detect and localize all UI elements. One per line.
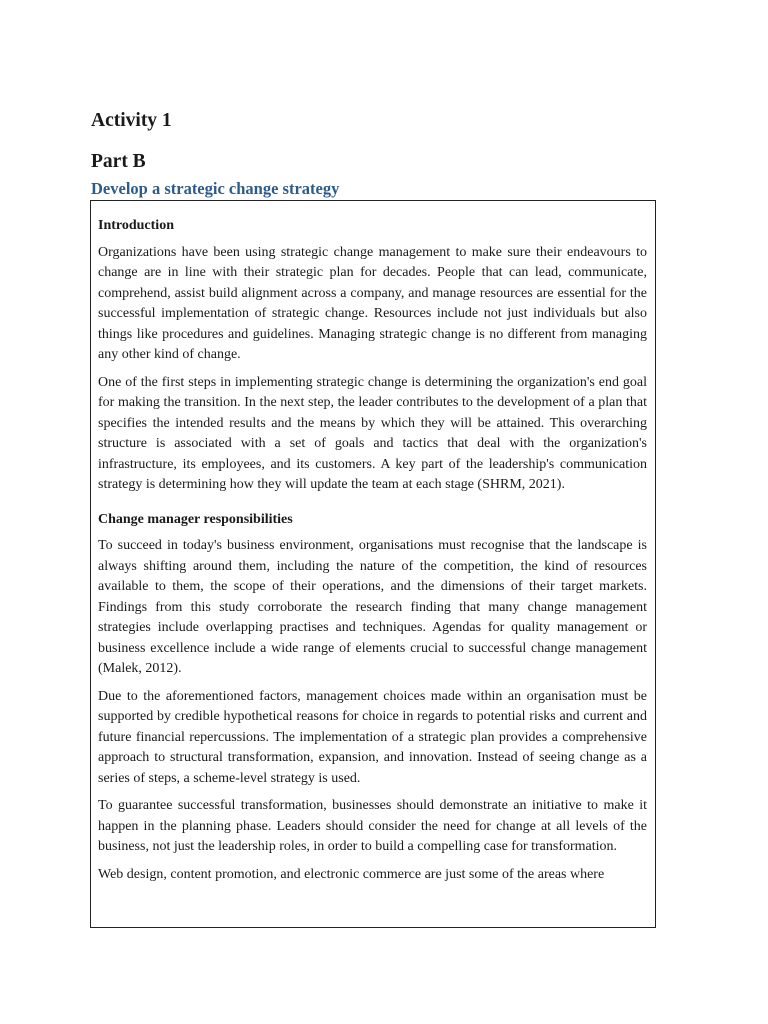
activity-title: Activity 1 [91, 110, 172, 131]
change-manager-paragraph-3: To guarantee successful transformation, businesses should demonstrate an initiative to make it happen in the planning phase. Leaders should consider the need for change at all levels of the business, not just the leadership roles, in order to build a compelling case for transformation. [98, 798, 647, 854]
section-subtitle: Develop a strategic change strategy [91, 179, 340, 198]
introduction-heading: Introduction [98, 218, 174, 233]
content-box [90, 200, 656, 928]
change-manager-paragraph-4: Web design, content promotion, and electronic commerce are just some of the areas where [98, 866, 605, 882]
change-manager-heading: Change manager responsibilities [98, 511, 293, 527]
part-title: Part B [91, 151, 146, 172]
intro-paragraph-2: One of the first steps in implementing strategic change is determining the organization's end goal for making the transition. In the next step, the leader contributes to the development of a plan that specifies the intended results and the means by which they will be attained. This overarching structure is associated with a set of goals and tactics that deal with the organization's infrastructure, its employees, and its customers. A key part of the leadership's communication strategy is determining how they will update the team at each stage (SHRM, 2021). [98, 374, 647, 492]
change-manager-paragraph-1: To succeed in today's business environment, organisations must recognise that the landscape is always shifting around them, including the nature of the competition, the kind of resources available to them, the scope of their operations, and the dimensions of their target markets. Findings from this study corroborate the research finding that many change management strategies include overlapping practises and techniques. Agendas for quality management or business excellence include a wide range of elements crucial to successful change management (Malek, 2012). [98, 538, 647, 676]
change-manager-paragraph-2: Due to the aforementioned factors, management choices made within an organisation must be supported by credible hypothetical reasons for choice in regards to potential risks and current and future financial repercussions. The implementation of a strategic plan provides a comprehensive approach to structural transformation, expansion, and innovation. Instead of seeing change as a series of steps, a scheme-level strategy is used. [98, 688, 647, 786]
intro-paragraph-1: Organizations have been using strategic change management to make sure their endeavours to change are in line with their strategic plan for decades. People that can lead, communicate, comprehend, assist build alignment across a company, and manage resources are essential for the successful implementation of strategic change. Resources include not just individuals but also things like procedures and guidelines. Managing strategic change is no different from managing any other kind of change. [98, 244, 647, 362]
